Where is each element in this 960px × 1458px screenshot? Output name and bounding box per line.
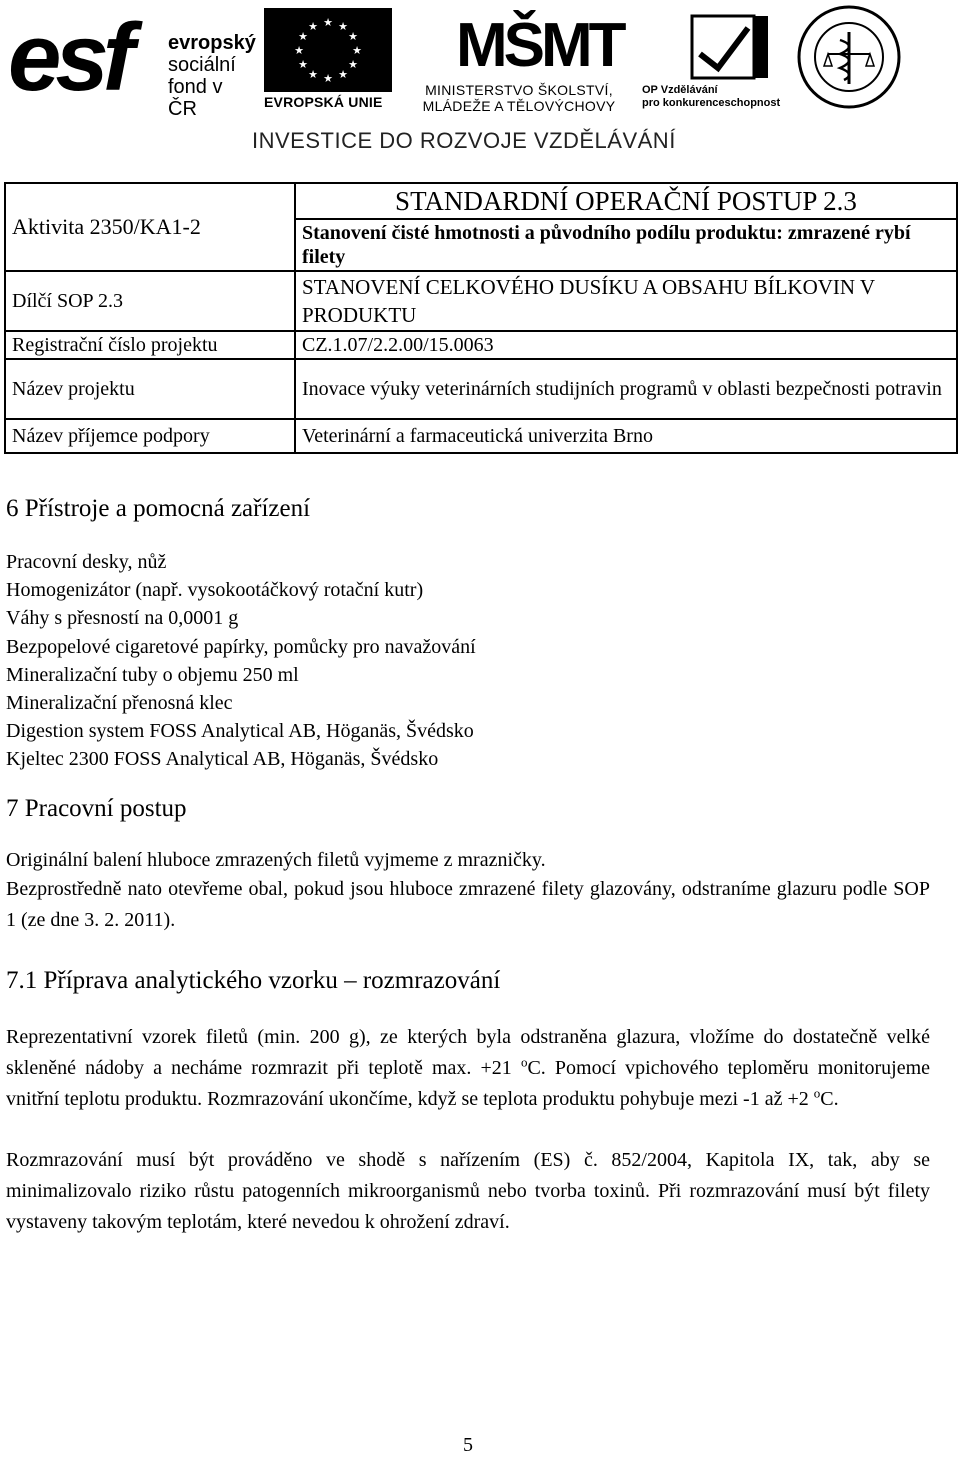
- dilci-value: STANOVENÍ CELKOVÉHO DUSÍKU A OBSAHU BÍLKOVIN V PRODUKTU: [295, 271, 957, 331]
- list-item: Digestion system FOSS Analytical AB, Höganäs, Švédsko: [6, 720, 474, 743]
- sop-header-table: [4, 182, 958, 454]
- msmt-mark: MŠMT: [456, 11, 623, 80]
- list-item: Homogenizátor (např. vysokootáčkový rotační kutr): [6, 579, 424, 602]
- text-run: Reprezentativní vzorek filetů (min. 200 g), ze kterých byla odstraněna glazura, vložíme do dostatečně velké skleněné nádoby a necháme rozmrazit při teplotě max. +21: [6, 1025, 930, 1079]
- svg-text:★: ★: [348, 30, 358, 43]
- list-item: Bezpopelové cigaretové papírky, pomůcky pro navažování: [6, 635, 476, 658]
- sop-title: STANDARDNÍ OPERAČNÍ POSTUP 2.3: [295, 183, 957, 219]
- esf-mark: esf: [8, 4, 129, 111]
- list-item: Kjeltec 2300 FOSS Analytical AB, Höganäs, Švédsko: [6, 748, 439, 771]
- registration-label: Registrační číslo projektu: [5, 331, 295, 359]
- list-item: Váhy s přesností na 0,0001 g: [6, 607, 239, 630]
- text-run: C. Pomocí vpichového teploměru monitorujeme vnitřní teplotu produktu. Rozmrazování ukončíme, když se teplota produktu pohybuje mezi -1 až +2: [6, 1056, 931, 1110]
- section-7-paragraph-2: Bezprostředně nato otevřeme obal, pokud jsou hluboce zmrazené filety glazovány, odstraníme glazuru podle SOP 1 (ze dne 3. 2. 2011).: [6, 877, 930, 931]
- esf-line-2: sociální: [168, 54, 236, 76]
- recipient-value: Veterinární a farmaceutická univerzita Brno: [295, 419, 957, 453]
- section-6-heading: 6 Přístroje a pomocná zařízení: [6, 495, 311, 522]
- svg-text:★: ★: [338, 68, 348, 81]
- msmt-logo: [406, 6, 636, 114]
- op-badge-icon: [690, 14, 770, 80]
- esf-line-3: fond v ČR: [168, 76, 223, 120]
- project-name-label: Název projektu: [5, 359, 295, 419]
- eu-logo: [264, 8, 394, 112]
- esf-line-1: evropský: [168, 32, 256, 54]
- svg-text:★: ★: [323, 16, 333, 29]
- text-run: C.: [820, 1087, 839, 1110]
- msmt-line-1: MINISTERSTVO ŠKOLSTVÍ,: [425, 82, 613, 98]
- esf-logo: [8, 4, 256, 120]
- svg-text:★: ★: [323, 72, 333, 85]
- page-number: 5: [463, 1434, 473, 1456]
- logo-band: [0, 0, 960, 153]
- svg-text:★: ★: [338, 20, 348, 33]
- section-7-1-paragraph-2: Rozmrazování musí být prováděno ve shodě s nařízením (ES) č. 852/2004, Kapitola IX, tak, aby se minimalizovalo riziko růstu patogenních mikroorganismů nebo tvorba toxinů. Při rozmrazování musí být filety vystaveny takovým teplotám, které nevedou k ohrožení zdraví.: [6, 1148, 930, 1233]
- registration-value: CZ.1.07/2.2.00/15.0063: [295, 331, 957, 359]
- list-item: Pracovní desky, nůž: [6, 551, 167, 573]
- section-7-1-heading: 7.1 Příprava analytického vzorku – rozmrazování: [6, 966, 501, 994]
- eu-flag-icon: [264, 8, 392, 92]
- op-logo: [642, 14, 782, 110]
- eu-label: EVROPSKÁ UNIE: [264, 94, 383, 110]
- document-body: [6, 492, 930, 1238]
- degree-sign: o: [813, 1084, 821, 1100]
- op-line-1: OP Vzdělávání: [642, 84, 718, 96]
- svg-text:★: ★: [298, 58, 308, 71]
- svg-text:★: ★: [308, 68, 318, 81]
- university-seal-icon: [796, 2, 902, 112]
- aktivita-label: Aktivita 2350/KA1-2: [5, 183, 295, 271]
- section-7-paragraph-1: Originální balení hluboce zmrazených filetů vyjmeme z mrazničky.: [6, 848, 546, 871]
- list-item: Mineralizační přenosná klec: [6, 692, 233, 715]
- svg-text:★: ★: [298, 30, 308, 43]
- svg-text:★: ★: [294, 44, 304, 57]
- svg-text:★: ★: [348, 58, 358, 71]
- recipient-label: Název příjemce podpory: [5, 419, 295, 453]
- dilci-label: Dílčí SOP 2.3: [5, 271, 295, 331]
- slogan: INVESTICE DO ROZVOJE VZDĚLÁVÁNÍ: [252, 128, 676, 153]
- section-7-heading: 7 Pracovní postup: [6, 794, 187, 822]
- svg-text:★: ★: [308, 20, 318, 33]
- section-7-1-paragraph-1: [6, 1022, 930, 1115]
- equipment-list: [6, 548, 930, 774]
- esf-text: [168, 32, 256, 120]
- op-text: [642, 84, 782, 110]
- svg-text:★: ★: [352, 44, 362, 57]
- project-name-value: Inovace výuky veterinárních studijních programů v oblasti bezpečnosti potravin: [295, 359, 957, 419]
- degree-sign: o: [520, 1053, 528, 1069]
- msmt-text: [406, 82, 632, 114]
- list-item: Mineralizační tuby o objemu 250 ml: [6, 663, 299, 686]
- msmt-mark-icon: [456, 6, 623, 80]
- msmt-line-2: MLÁDEŽE A TĚLOVÝCHOVY: [422, 98, 616, 114]
- op-line-2: pro konkurenceschopnost: [642, 97, 781, 109]
- aktivita-value: Stanovení čisté hmotnosti a původního podílu produktu: zmrazené rybí filety: [295, 219, 957, 271]
